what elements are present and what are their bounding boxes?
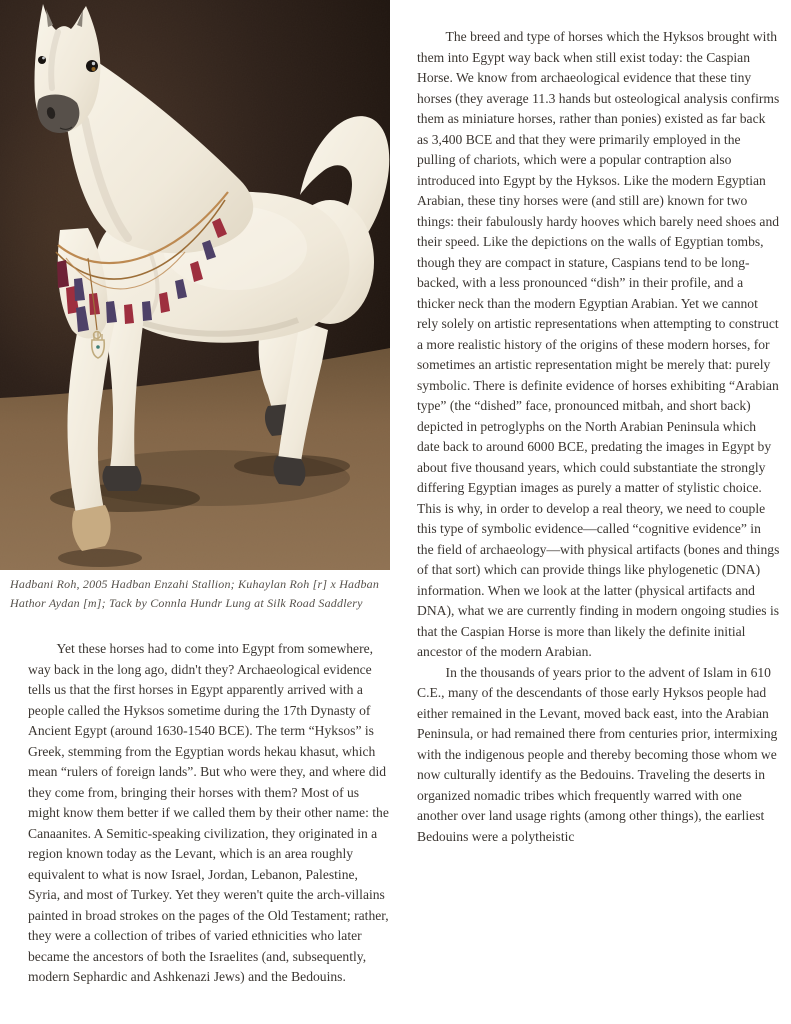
horse-photo [0, 0, 390, 570]
pendant-bead [96, 345, 100, 349]
horse-eye-left [38, 56, 46, 64]
right-column [417, 27, 780, 847]
eye-highlight [92, 62, 95, 65]
hoof-shadow [58, 549, 142, 567]
hoof [102, 466, 141, 491]
left-column-paragraph: Yet these horses had to come into Egypt from somewhere, way back in the long ago, didn't they? Archaeological evidence tells us that the first horses in Egypt apparently arrived with a people called the Hyksos sometime during the 17th Dynasty of Ancient Egypt (around 1630-1540 BCE). The term “Hyksos” is Greek, stemming from the Egyptian words hekau khasut, which mean “rulers of foreign lands”. But who were they, and where did they come from, bringing their horses with them? Most of us might know them better if we called them by their other name: the Canaanites. A Semitic-speaking civilization, they originated in a region known today as the Levant, which is an area roughly equivalent to what is now Israel, Jordan, Lebanon, Palestine, Syria, and most of Turkey. Yet they weren't quite the arch-villains painted in broad strokes on the pages of the Old Testament; rather, they were a collection of tribes of varied ethnicities who later became the ancestors of both the Israelites (and, subsequently, modern Sephardic and Ashkenazi Jews) and the Bedouins. [28, 641, 389, 984]
right-column-paragraph-1: The breed and type of horses which the Hyksos brought with them into Egypt way back when still exist today: the Caspian Horse. We know from archaeological evidence that these tiny horses (they average 11.3 hands but osteological analysis confirms them as miniature horses, rather than ponies) existed as far back as 3,400 BCE and that they were primarily employed in the pulling of chariots, which were a popular contraption also introduced into Egypt by the Hyksos. Like the modern Egyptian Arabian, these tiny horses were (and still are) known for two things: their fabulously hardy hooves which barely need shoes and their speed. Like the depictions on the walls of Egyptian tombs, though they are compact in stature, Caspians tend to be long-backed, with a less pronounced “dish” in their profile, and a thicker neck than the modern Egyptian Arabian. Yet we cannot rely solely on artistic representations when attempting to construct a more realistic history of the origins of these modern horses, for sometimes an artistic representation might be merely that: purely symbolic. There is definite evidence of horses exhibiting “Arabian type” (the “dished” face, pronounced mitbah, and short back) depicted in petroglyphs on the North Arabian Peninsula which date back to around 6000 BCE, predating the images in Egypt by about five thousand years, which could substantiate the strongly differing Egyptian images as purely a matter of stylistic choice. This is why, in order to develop a real theory, we need to couple this type of symbolic evidence—called “cognitive evidence” in the field of archaeology—with physical artifacts (bones and things of that sort) which can provide things like phylogenetic (DNA) information. When we look at the latter (physical artifacts and DNA), what we are currently finding in modern ongoing studies is that the Caspian Horse is more than likely the definite initial ancestor of the modern Arabian. [417, 29, 780, 659]
raised-hoof-tan [72, 505, 111, 551]
eye-highlight [42, 57, 45, 60]
horse-photo-figure [0, 0, 390, 611]
photo-caption: Hadbani Roh, 2005 Hadban Enzahi Stallion; Kuhaylan Roh [r] x Hadban Hathor Aydan [m]; Tack by Connla Hundr Lung at Silk Road Saddlery [10, 577, 380, 611]
right-column-paragraph-2: In the thousands of years prior to the advent of Islam in 610 C.E., many of the descendants of those early Hyksos people had either remained in the Levant, moved back east, into the Arabian Peninsula, or had remained there from centuries prior, intermixing with the indigenous people and thereby becoming those whom we now culturally identify as the Bedouins. Traveling the deserts in organized nomadic tribes which frequently warred with one another over land usage rights (among other things), the earliest Bedouins were a polytheistic [417, 664, 778, 844]
eye-amber-glint [92, 67, 96, 71]
hoof [273, 456, 305, 486]
